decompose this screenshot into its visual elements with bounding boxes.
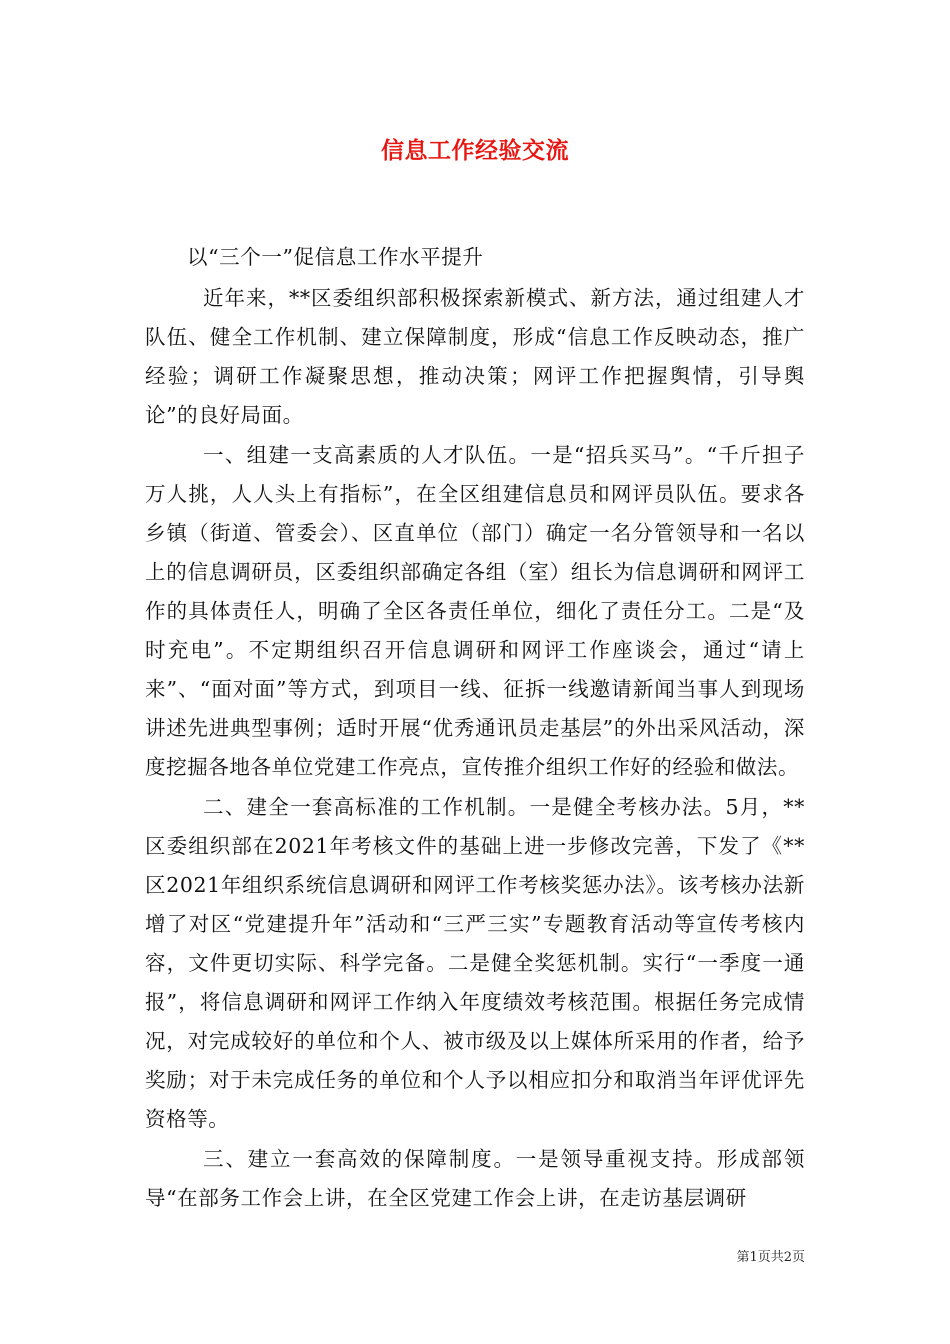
page-number: 第1页共2页 — [736, 1250, 805, 1265]
paragraph-section-1: 一、组建一支高素质的人才队伍。一是“招兵买马”。“千斤担子万人挑，人人头上有指标”，在全区组建信息员和网评员队伍。要求各乡镇（街道、管委会）、区直单位（部门）确定一名分管领导和一名以上的信息调研员，区委组织部确定各组（室）组长为信息调研和网评工作的具体责任人，明确了全区各责任单位，细化了责任分工。二是“及时充电”。不定期组织召开信息调研和网评工作座谈会，通过“请上来”、“面对面”等方式，到项目一线、征拆一线邀请新闻当事人到现场讲述先进典型事例；适时开展“优秀通讯员走基层”的外出采风活动，深度挖掘各地各单位党建工作亮点，宣传推介组织工作好的经验和做法。 — [145, 443, 805, 779]
paragraph-section-2: 二、建全一套高标准的工作机制。一是健全考核办法。5月，**区委组织部在2021年考核文件的基础上进一步修改完善，下发了《**区2021年组织系统信息调研和网评工作考核奖惩办法》。该考核办法新增了对区“党建提升年”活动和“三严三实”专题教育活动等宣传考核内容，文件更切实际、科学完备。二是健全奖惩机制。实行“一季度一通报”，将信息调研和网评工作纳入年度绩效考核范围。根据任务完成情况，对完成较好的单位和个人、被市级及以上媒体所采用的作者，给予奖励；对于未完成任务的单位和个人予以相应扣分和取消当年评优评先资格等。 — [145, 795, 805, 1131]
document-title: 信息工作经验交流 — [381, 138, 569, 164]
paragraph-section-3: 三、建立一套高效的保障制度。一是领导重视支持。形成部领导“在部务工作会上讲，在全区党建工作会上讲，在走访基层调研 — [145, 1147, 805, 1210]
paragraph-intro: 近年来，**区委组织部积极探索新模式、新方法，通过组建人才队伍、健全工作机制、建立保障制度，形成“信息工作反映动态，推广经验；调研工作凝聚思想，推动决策；网评工作把握舆情，引导舆论”的良好局面。 — [145, 286, 805, 427]
document-subtitle: 以“三个一”促信息工作水平提升 — [187, 245, 484, 269]
document-body — [145, 238, 805, 1219]
